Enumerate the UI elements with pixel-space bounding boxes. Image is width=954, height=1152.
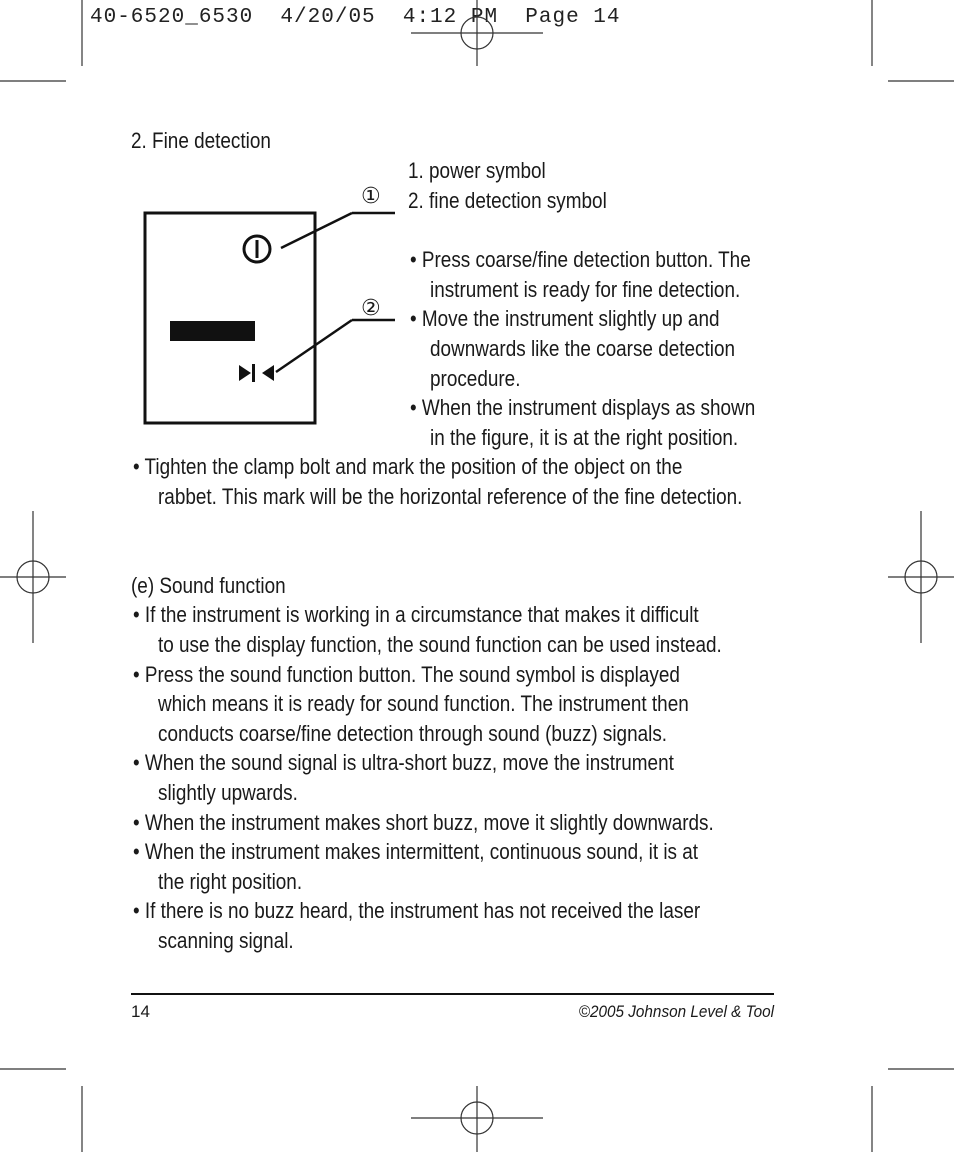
- tighten-bullet-line-1: • Tighten the clamp bolt and mark the position of the object on the: [133, 454, 683, 479]
- fine-bullet-3-line-1: • When the instrument displays as shown: [410, 395, 756, 420]
- sound-bullet-6-line-1: • If there is no buzz heard, the instrument has not received the laser: [133, 898, 701, 923]
- copyright: ©2005 Johnson Level & Tool: [578, 1002, 774, 1021]
- fine-detection-icon: [239, 364, 274, 382]
- fine-bullet-2-line-1: • Move the instrument slightly up and: [410, 306, 720, 331]
- fine-bullet-1-line-2: instrument is ready for fine detection.: [430, 277, 741, 302]
- fine-bullet-1-line-1: • Press coarse/fine detection button. The: [410, 247, 751, 272]
- section-title-fine-detection: 2. Fine detection: [131, 128, 271, 153]
- legend-power-symbol: 1. power symbol: [408, 158, 546, 183]
- section-title-sound-function: (e) Sound function: [131, 573, 286, 598]
- callout-1: ①: [361, 184, 381, 209]
- sound-bullet-6-line-2: scanning signal.: [158, 928, 294, 953]
- fine-bullet-2-line-2: downwards like the coarse detection: [430, 336, 736, 361]
- sound-bullet-2-line-2: which means it is ready for sound function. The instrument then: [158, 691, 689, 716]
- sound-bullet-4-line-1: • When the instrument makes short buzz, move it slightly downwards.: [133, 810, 714, 835]
- legend-fine-detection-symbol: 2. fine detection symbol: [408, 188, 607, 213]
- callout-2: ②: [361, 296, 381, 321]
- tighten-bullet-line-2: rabbet. This mark will be the horizontal reference of the fine detection.: [158, 484, 743, 509]
- fine-bullet-2-line-3: procedure.: [430, 366, 521, 391]
- page-number: 14: [131, 1002, 150, 1021]
- sound-bullet-5-line-1: • When the instrument makes intermittent, continuous sound, it is at: [133, 839, 699, 864]
- sound-bullet-1-line-1: • If the instrument is working in a circumstance that makes it difficult: [133, 602, 699, 627]
- sound-bullet-3-line-1: • When the sound signal is ultra-short buzz, move the instrument: [133, 750, 674, 775]
- fine-bullet-3-line-2: in the figure, it is at the right position.: [430, 425, 739, 450]
- sound-bullet-5-line-2: the right position.: [158, 869, 303, 894]
- detection-bar: [170, 321, 255, 341]
- footer-rule: [131, 993, 774, 995]
- sound-bullet-2-line-3: conducts coarse/fine detection through sound (buzz) signals.: [158, 721, 668, 746]
- power-icon: [244, 236, 270, 262]
- sound-bullet-1-line-2: to use the display function, the sound function can be used instead.: [158, 632, 722, 657]
- print-slug: 40-6520_6530 4/20/05 4:12 PM Page 14: [90, 6, 621, 29]
- sound-bullet-3-line-2: slightly upwards.: [158, 780, 298, 805]
- sound-bullet-2-line-1: • Press the sound function button. The sound symbol is displayed: [133, 662, 680, 687]
